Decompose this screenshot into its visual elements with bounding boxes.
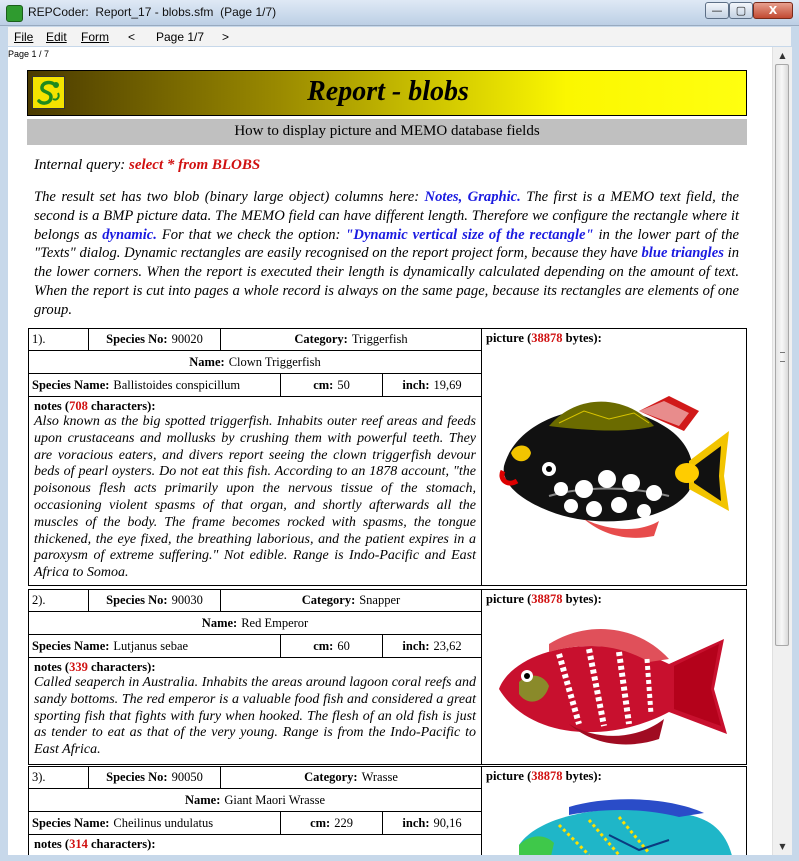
menu-bar [8,27,791,46]
menu-file-label: File [14,30,34,44]
notes-cell [29,835,482,855]
cm-cell [281,635,383,657]
notes-word: notes [34,660,62,674]
species-row [29,812,482,835]
species-name-cell [29,374,281,396]
category-cell [221,767,482,788]
cm-value: 60 [337,638,350,653]
species-no-value: 90050 [171,770,203,784]
cm-value: 50 [337,377,350,392]
query-label: Internal query: [34,157,126,173]
record-index: 2). [29,590,89,611]
species-no-cell [89,590,221,611]
species-no-cell [89,329,221,350]
record-1 [28,328,747,586]
notes-characters-label: characters): [90,399,156,413]
notes-characters-label: characters): [90,660,156,674]
menu-file[interactable] [14,30,33,44]
record-index: 3). [29,767,89,788]
report-subtitle: How to display picture and MEMO database fields [27,119,747,145]
menu-page-indicator: Page 1/7 [156,30,205,44]
menu-next-page[interactable]: > [222,30,230,44]
category-label: Category: [304,770,358,784]
species-name-value: Cheilinus undulatus [113,815,214,830]
picture-label: picture (38878 bytes): [486,331,602,345]
species-name-cell [29,812,281,834]
record-2 [28,589,747,765]
notes-count: 708 [69,399,88,413]
record-3 [28,766,747,855]
picture-word: picture [486,592,524,606]
name-row [29,612,482,635]
species-row [29,374,482,397]
desc-text-2: The first is a MEMO text field, the second is a BMP picture data. The MEMO field can have different length. Therefore we configure the rectangle where it belongs as [34,189,739,243]
internal-query [34,157,260,174]
desc-text-1: The result set has two blob (binary large object) columns here: [34,189,425,205]
record-header-row [29,767,482,789]
species-no-value: 90030 [171,593,203,607]
desc-highlight-4: blue triangles [641,245,724,262]
species-no-label: Species No: [106,770,168,784]
name-label: Name: [201,615,238,630]
notes-label: notes (314 characters): [34,837,156,851]
name-row [29,789,482,812]
species-no-label: Species No: [106,593,168,607]
window-title: REPCoder: Report_17 - blobs.sfm (Page 1/7) [28,5,277,19]
cm-cell [281,812,383,834]
notes-characters-label: characters): [90,837,156,851]
record-header-row [29,590,482,612]
species-no-cell [89,767,221,788]
menu-edit[interactable] [46,30,67,44]
menu-form[interactable] [81,30,109,44]
name-value: Red Emperor [241,615,309,630]
red-emperor-image [489,614,739,754]
category-cell [221,590,482,611]
desc-highlight-2: dynamic. [102,226,157,243]
query-value: select * from BLOBS [128,157,261,173]
notes-cell [29,658,482,764]
vertical-scrollbar[interactable] [772,47,792,855]
species-name-value: Ballistoides conspicillum [113,377,241,392]
scroll-thumb[interactable] [775,64,789,646]
species-name-label: Species Name: [32,638,110,653]
species-name-value: Lutjanus sebae [113,638,189,653]
picture-bytes: 38878 [531,769,563,783]
picture-label: picture (38878 bytes): [486,769,602,783]
close-button[interactable]: X [753,2,793,19]
picture-word: picture [486,331,524,345]
picture-bytes-label: bytes): [565,769,602,783]
picture-bytes-label: bytes): [565,331,602,345]
cm-value: 229 [334,815,353,830]
inch-cell [383,374,482,396]
species-name-label: Species Name: [32,815,110,830]
inch-value: 90,16 [433,815,462,830]
notes-word: notes [34,837,62,851]
species-name-cell [29,635,281,657]
notes-count: 339 [69,660,88,674]
report-title: Report - blobs [307,76,469,107]
record-index: 1). [29,329,89,350]
maximize-button[interactable]: ▢ [729,2,753,19]
inch-label: inch: [402,638,430,653]
desc-text-3: For that we check the option: [156,226,346,243]
title-bar[interactable] [0,0,799,26]
notes-cell [29,397,482,585]
menu-edit-label: Edit [46,30,67,44]
cm-cell [281,374,383,396]
species-row [29,635,482,658]
category-value: Wrasse [361,770,398,784]
picture-bytes: 38878 [531,592,563,606]
report-banner [27,70,747,116]
window-bottom-border [0,855,799,861]
desc-highlight-3: "Dynamic vertical size of the rectangle" [345,226,594,243]
species-no-label: Species No: [106,332,168,346]
picture-word: picture [486,769,524,783]
inch-cell [383,812,482,834]
cm-label: cm: [310,815,331,830]
name-row [29,351,482,374]
category-value: Snapper [359,593,401,607]
category-cell [221,329,482,350]
record-header-row [29,329,482,351]
name-value: Giant Maori Wrasse [224,792,326,807]
minimize-button[interactable]: — [705,2,729,19]
desc-highlight-1: Notes, Graphic. [424,189,521,205]
notes-label: notes (708 characters): [34,399,156,413]
report-description [34,188,739,320]
species-name-label: Species Name: [32,377,110,392]
wrasse-image [489,795,747,855]
report-page [8,47,772,855]
page-label: Page 1 / 7 [8,49,50,59]
inch-label: inch: [402,377,430,392]
picture-label: picture (38878 bytes): [486,592,602,606]
inch-label: inch: [402,815,430,830]
scroll-thumb-grip [780,352,785,362]
name-value: Clown Triggerfish [228,354,321,369]
menu-form-label: Form [81,30,109,44]
notes-text: Also known as the big spotted triggerfish. Inhabits outer reef areas and feeds upon crustaceans and mollusks by crushing them with powerful teeth. They are voracious eaters, and divers report seeing the clown triggerfish devour beds of pearl oysters. Do not eat this fish. According to an 1878 account, "the poisonous flesh acts primarily upon the nervous tissue of the stomach, occasioning violent spasms of that organ, and shortly afterwards all the muscles of the body. The frame becomes rocked with spasms, the tongue thickened, the eye fixed, the breathing laborious, and the patient expires in a paroxysm of extreme suffering." Not edible. Range is Indo-Pacific and East Africa to Somoa. [34,414,476,581]
inch-value: 19,69 [433,377,462,392]
notes-label: notes (339 characters): [34,660,156,674]
name-label: Name: [189,354,225,369]
category-value: Triggerfish [351,332,408,346]
inch-value: 23,62 [433,638,462,653]
scroll-up-arrow-icon[interactable]: ▲ [779,51,786,60]
desc-text-5: in the lower corners. When the report is executed their length is dynamically calculated depending on the amount of text. When the report is cut into pages a whole record is always on the same page, because its rectangles are elements of one group. [34,245,739,318]
desc-text-4: in the lower part of the "Texts" dialog. Dynamic rectangles are easily recognised on the report project form, because they have [34,226,739,262]
notes-word: notes [34,399,62,413]
picture-bytes-label: bytes): [565,592,602,606]
notes-count: 314 [69,837,88,851]
cm-label: cm: [313,377,334,392]
name-label: Name: [184,792,221,807]
notes-text: Called seaperch in Australia. Inhabits the areas around lagoon coral reefs and sandy bottoms. The red emperor is a valuable food fish and considered a great sporting fish that fights with fury when hooked. The flesh of an old fish is just as tender to eat as that of the very young. Range is from the Indo-Pacific to East Africa. [34,675,476,758]
app-icon [6,5,23,22]
cm-label: cm: [313,638,334,653]
species-no-value: 90020 [171,332,203,346]
scroll-down-arrow-icon[interactable]: ▼ [779,842,786,851]
menu-prev-page[interactable]: < [128,30,136,44]
picture-bytes: 38878 [531,331,563,345]
triggerfish-image [489,371,739,541]
category-label: Category: [294,332,348,346]
category-label: Category: [301,593,356,607]
inch-cell [383,635,482,657]
